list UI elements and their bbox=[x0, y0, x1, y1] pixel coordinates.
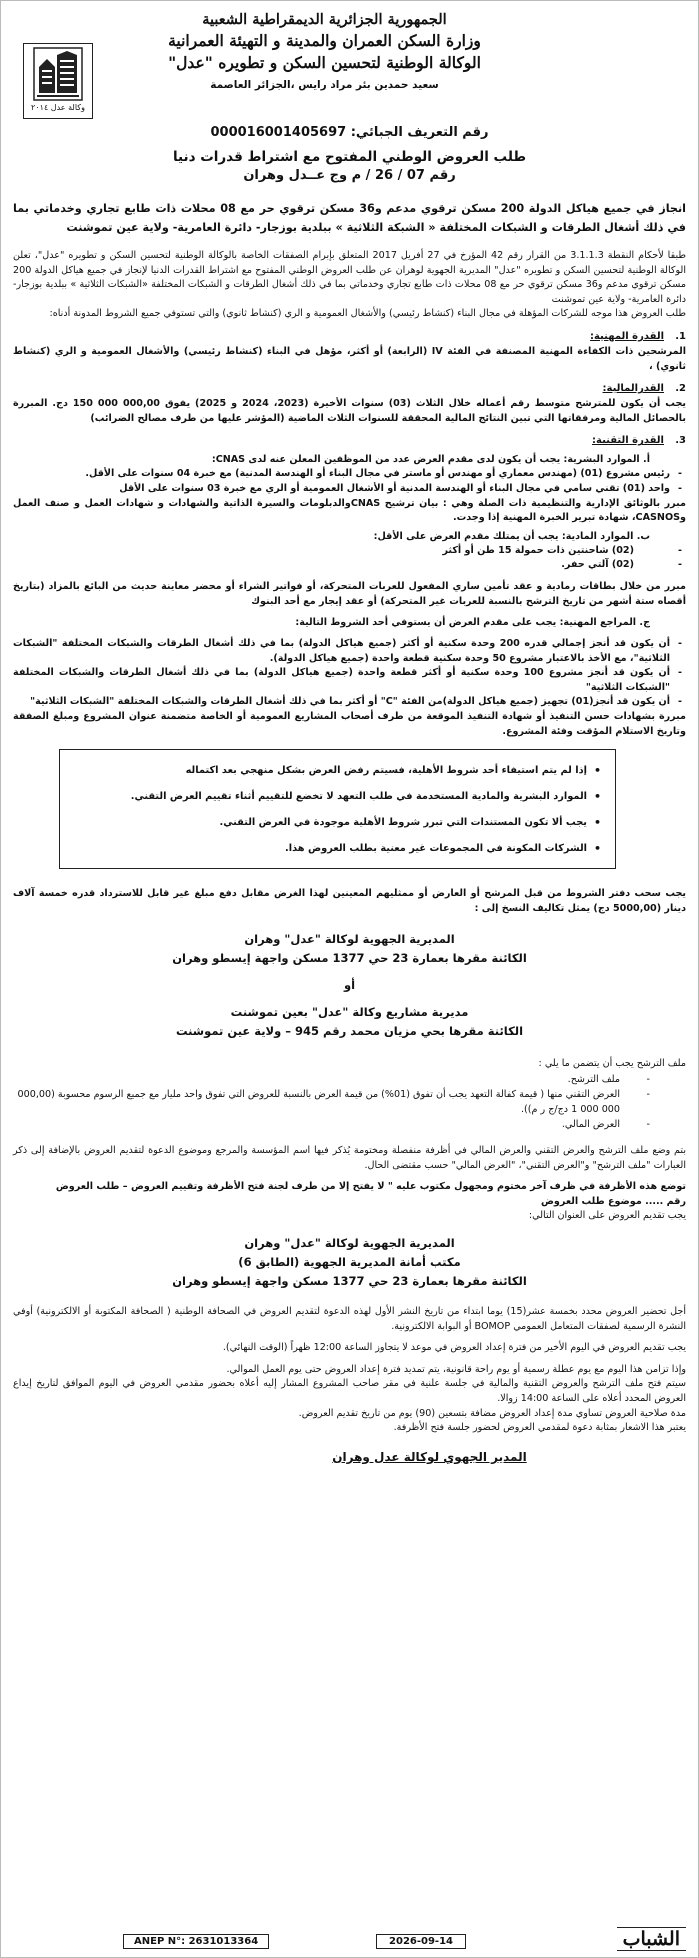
invitation-paragraph: يعتبر هذا الاشعار بمثابة دعوة لمقدمي العروض لحضور جلسة فتح الأظرفة. bbox=[393, 1422, 686, 1434]
submission-intro: يجب تقديم العروض على العنوان التالي: bbox=[528, 1210, 686, 1222]
list-item: - (02) آلتي حفر. bbox=[13, 558, 686, 573]
address-line: الكائنة مقرها بعمارة 23 حي 1377 مسكن واجهة إيسطو وهران bbox=[172, 951, 527, 966]
withdraw-address bbox=[13, 930, 686, 1041]
application-file-intro: ملف الترشح يجب أن يتضمن ما يلي : bbox=[538, 1058, 686, 1070]
human-resources-title: أ. الموارد البشرية: يجب أن يكون لدى مقدم العرض عدد من الموظفين المعلن عنه لدى CNAS: bbox=[211, 454, 650, 466]
withdraw-specifications-paragraph: يجب سحب دفتر الشروط من قبل المرشح أو العارض أو ممثليهم المعينين لهذا الغرض مقابل دفع مبلغ غير قابل للاسترداد قدره خمسة آلاف دينار (5000,00 دج) يمثل تكاليف النسخ إلى : bbox=[13, 888, 686, 914]
publication-date: 2026-09-14 bbox=[376, 1934, 466, 1949]
section-number: 1. bbox=[675, 330, 686, 342]
list-item: - ملف الترشح. bbox=[567, 1074, 650, 1086]
professional-references-title: ج. المراجع المهنية: يجب على مقدم العرض أن يستوفي أحد الشروط التالية: bbox=[295, 617, 650, 629]
list-item: - أن يكون قد أنجز(01) تجهيز (جميع هياكل الدولة)من الفئة "C" أو أكثر بما في ذلك أشغال الطرقات والشبكات المختلفة "الشبكات الثلاثية" bbox=[13, 695, 686, 710]
legal-basis-paragraph: طبقا لأحكام النقطة 3.1.1.3 من القرار رقم 42 المؤرخ في 27 أفريل 2017 المتعلق بإبرام الصفقات الخاصة بالوكالة الوطنية لتحسين السكن و تطويره "عدل"، تعلن الوكالة الوطنية لتحسين السكن و تطويره "عدل" المديرية الجهوية لوهران عن طلب العروض الوطني المفتوح مع اشتراط القدرات الدنيا لإنجاز في جميع هياكل الدولة 200 مسكن ترقوي مدعم و36 مسكن ترقوي حر مع 08 محلات ذات طابع تجاري وخدماتي بما في ذلك أشغال الطرقات و الشبكات المختلفة «الشبكات الثلاثية » ببلدية بوزجار- دائرة العامرية- ولاية عين تموشنت bbox=[13, 250, 686, 305]
tender-title: طلب العروض الوطني المفتوح مع اشتراط قدرات دنيا bbox=[172, 149, 527, 165]
list-item: • يجب ألا تكون المستندات التي تبرر شروط الأهلية موجودة في العرض التقني. bbox=[70, 810, 605, 836]
material-resources-note: مبرر من خلال بطاقات رمادية و عقد تأمين ساري المفعول للعربات المتحركة، أو فواتير الشراء أو محضر معاينة حديث من البائع بالمزاد (بتاريخ أقصاه ستة أشهر من تاريخ الترشح بالنسبة للعربات غير المتحركة) أو عقد إيجار مع أحد البنوك bbox=[13, 580, 686, 607]
list-item: - العرض التقني منها ( قيمة كفالة التعهد يجب أن تفوق (01%) من قيمة العرض بالنسبة للعروض التي تفوق واحد مليار مع جميع الرسوم محسوبة (000,00 000 000 1 دج/ج ر م)). bbox=[17, 1089, 650, 1116]
section-title: القدرالمالية: bbox=[602, 383, 664, 395]
professional-references-note: مبررة بشهادات حسن التنفيذ أو شهادة التنفيذ الموقعة من طرف أصحاب المشاريع العمومية أو الخاصة متضمنة عنوان المشروع ومبلغ الصفقة وتاريخ الاستلام المؤقت وفئة المشروع. bbox=[13, 711, 686, 737]
newspaper-logo: الشباب bbox=[617, 1927, 686, 1951]
validity-paragraph: مدة صلاحية العروض تساوي مدة إعداد العروض مضافة بتسعين (90) يوم من تاريخ تقديم العروض. bbox=[298, 1407, 686, 1419]
list-item: - رئيس مشروع (01) (مهندس معماري أو مهندس أو ماستر في مجال البناء أو الهندسة المدنية) مع خبرة 04 سنوات على الأقل. bbox=[13, 467, 686, 482]
list-item: • إذا لم يتم استيفاء أحد شروط الأهلية، فسيتم رفض العرض بشكل منهجي بعد اكتماله bbox=[70, 758, 605, 784]
section-number: 3. bbox=[675, 435, 686, 447]
tender-subject: انجاز في جميع هياكل الدولة 200 مسكن ترقوي مدعم و36 مسكن ترقوي حر مع 08 محلات ذات طابع تجاري وخدماتي بما في ذلك أشغال الطرقات و الشبكات المختلفة « الشبكة الثلاثية » ببلدية بوزجار- دائرة العامرية- ولاية عين تموشنت bbox=[13, 202, 686, 234]
section-title: القدرة المهنية: bbox=[589, 330, 664, 342]
address-or: أو bbox=[343, 978, 356, 993]
section-financial-capacity bbox=[13, 381, 686, 397]
list-item: - واحد (01) تقني سامي في مجال البناء أو الهندسة المدنية أو الأشغال العمومية أو الري مع خبرة 03 سنوات على الأقل bbox=[13, 482, 686, 497]
address-line: مكتب أمانة المديرية الجهوية (الطابق 6) bbox=[238, 1255, 461, 1269]
envelope-paragraph: بتم وضع ملف الترشح والعرض التقني والعرض المالي في أظرفة منفصلة ومختومة يُذكر فيها اسم المؤسسة والمرجع وموضوع الدعوة لتقديم العروض بالإضافة إلى ذكر العبارات "ملف الترشح" و"العرض التقني"، "العرض المالي" حسب مقتضى الحال. bbox=[13, 1145, 686, 1171]
human-resources-note: مبرر بالوثائق الإدارية والتنظيمية ذات الصلة وهي : بيان ترشيح CNASوالدبلومات والسيرة الذاتية والشهادات و شهادات العمل و صنف العمل وCASNOS، شهادة تبرير الخبرة المهنية إذا وجدت. bbox=[13, 497, 686, 524]
address-line: المديرية الجهوية لوكالة "عدل" وهران bbox=[244, 932, 455, 947]
address-line: الكائنة مقرها بحي مزيان محمد رقم 945 – ولاية عين تموشنت bbox=[175, 1024, 524, 1039]
envelope-paragraph-2: توضع هذه الأظرفة في ظرف آخر مختوم ومجهول مكتوب عليه " لا يفتح إلا من طرف لجنة فتح الأظرفة وتقييم العروض – طلب العروض bbox=[55, 1181, 686, 1193]
preparation-deadline-paragraph: أجل تحضير العروض محدد بخمسة عشر(15) يوما ابتداء من تاريخ النشر الأول لهذه الدعوة لتقديم العروض في الصحافة الوطنية ( الصحافة المكتوبة أو الالكترونية) أوفي النشرة الرسمية لصفقات المتعامل العمومي BOMOP أو البوابة الالكترونية. bbox=[13, 1306, 686, 1332]
footer bbox=[13, 1925, 686, 1953]
envelope-paragraph-3: رقم ..... موضوع طلب العروض bbox=[541, 1195, 686, 1207]
tender-number: رقم 07 / 26 / م وج عــدل وهران bbox=[243, 168, 456, 183]
application-file-list bbox=[13, 1072, 686, 1132]
anep-number: ANEP N°: 2631013364 bbox=[123, 1934, 269, 1949]
logo-emblem-icon bbox=[33, 47, 83, 101]
list-item: - (02) شاحنتين ذات حمولة 15 طن أو أكثر bbox=[13, 544, 686, 559]
address-line: المديرية الجهوية لوكالة "عدل" وهران bbox=[244, 1236, 455, 1250]
agency-title: الوكالة الوطنية لتحسين السكن و تطويره "عدل" bbox=[168, 53, 481, 72]
section-technical-capacity bbox=[13, 433, 686, 449]
logo-caption: وكالة عدل ٢٠١٤ bbox=[31, 103, 85, 112]
submission-address bbox=[13, 1234, 686, 1291]
fiscal-id: رقم التعريف الجبائي: 000016001405697 bbox=[210, 125, 489, 140]
address-line: الكائنة مقرها بعمارة 23 حي 1377 مسكن واجهة إيسطو وهران bbox=[172, 1274, 527, 1288]
list-item: - أن يكون قد أنجز مشروع 100 وحدة سكنية أو أكثر قطعة واحدة (جميع هياكل الدولة) بما في ذلك أشغال الطرقات والشبكات المختلفة "الشبكات الثلاثية" bbox=[13, 666, 686, 695]
holiday-paragraph: وإذا تزامن هذا اليوم مع يوم عطلة رسمية أو يوم راحة قانونية، يتم تمديد فترة إعداد العروض حتى يوم العمل الموالي. bbox=[226, 1363, 686, 1375]
eligibility-paragraph: طلب العروض هذا موجه للشركات المؤهلة في مجال البناء (كنشاط رئيسي) والأشغال العمومية و الري (كنشاط ثانوي) والتي تستوفي جميع الشروط المدونة أدناه: bbox=[49, 308, 686, 320]
professional-capacity-text: المرشحين ذات الكفاءة المهنية المصنفة في الفئة IV (الرابعة) أو أكثر، مؤهل في البناء (كنشاط رئيسي) والأشغال العمومية و الري (كنشاط ثانوي) ، bbox=[13, 345, 686, 372]
list-item: - العرض المالي. bbox=[561, 1119, 650, 1131]
address-line: مديرية مشاريع وكالة "عدل" بعين تموشنت bbox=[230, 1005, 469, 1020]
section-title: القدرة التقنية: bbox=[592, 435, 664, 447]
list-item: • الموارد البشرية والمادية المستخدمة في طلب التعهد لا تخضع للتقييم أثناء تقييم العرض التقني. bbox=[70, 784, 605, 810]
list-item: • الشركات المكونة في المجموعات غير معنية بطلب العروض هذا. bbox=[70, 836, 605, 862]
signature: المدير الجهوي لوكالة عدل وهران bbox=[332, 1449, 527, 1464]
section-professional-capacity bbox=[13, 329, 686, 345]
financial-capacity-text: يجب أن يكون للمترشح متوسط رقم أعماله خلال الثلاث (03) سنوات الأخيرة (2023، 2024 و 2025) يفوق 000,00 000 150 دج. المبررة بالحصائل المالية ومرفقاتها التي تبين النتائج المالية المحققة للسنوات الثلاث الماضية (المؤشر عليها من طرف مصالح الضرائب) bbox=[13, 398, 686, 424]
opening-session-paragraph: سيتم فتح ملف الترشح والعروض التقنية والمالية في جلسة علنية في مقر صاحب المشروع المشار إليه أعلاه بحضور مقدمي العروض في اليوم الموافق لتاريخ إيداع العروض المحدد أعلاه على الساعة 14:00 زوالا. bbox=[13, 1378, 686, 1404]
important-notes-box bbox=[59, 749, 616, 869]
header bbox=[13, 9, 686, 117]
submission-deadline-paragraph: يجب تقديم العروض في اليوم الأخير من فترة إعداد العروض في موعد لا يتجاوز الساعة 12:00 ظهراً (الوقت النهائي). bbox=[222, 1342, 686, 1354]
agency-logo bbox=[23, 43, 93, 119]
material-resources-title: ب. الموارد المادية: يجب أن يمتلك مقدم العرض على الأقل: bbox=[373, 530, 650, 542]
ministry-title: وزارة السكن العمران والمدينة و التهيئة العمرانية bbox=[168, 31, 481, 50]
list-item: - أن يكون قد أنجز إجمالي قدره 200 وحدة سكنية أو أكثر (جميع هياكل الدولة) بما في ذلك أشغال الطرقات والشبكات المختلفة "الشبكات الثلاثية"، مع الأخذ بالاعتبار مشروع 50 وحدة سكنية قطعة واحدة (جميع هياكل الدولة). bbox=[13, 637, 686, 666]
section-number: 2. bbox=[675, 383, 686, 395]
agency-address: سعيد حمدين بئر مراد رايس ،الجزائر العاصمة bbox=[210, 79, 439, 91]
republic-title: الجمهورية الجزائرية الديمقراطية الشعبية bbox=[202, 11, 447, 28]
